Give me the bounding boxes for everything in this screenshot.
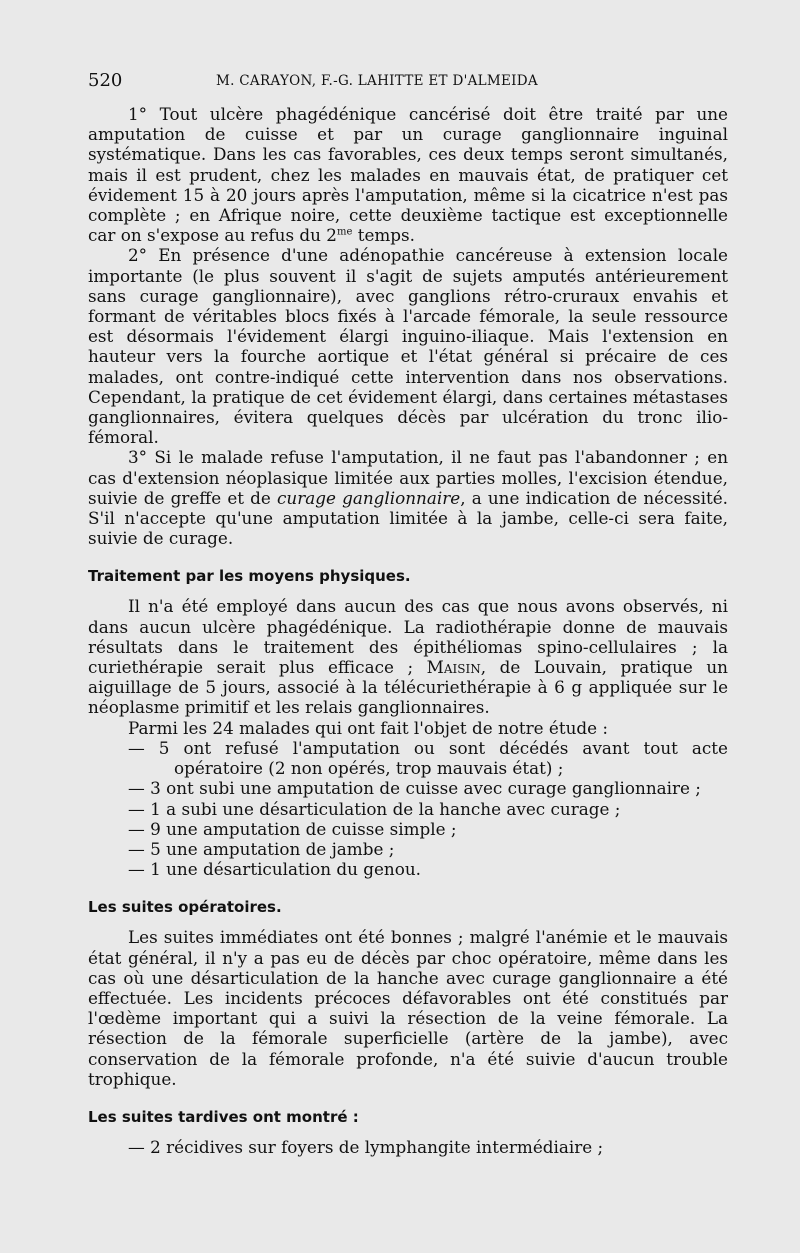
list-item: — 9 une amputation de cuisse simple ;: [128, 818, 457, 839]
section1-paragraph: [88, 596, 728, 717]
page-header: [88, 70, 728, 98]
section-heading-suites-tardives: Les suites tardives ont montré :: [88, 1107, 359, 1126]
superscript: me: [336, 226, 353, 238]
document-body: [88, 104, 728, 1157]
patient-list: [88, 738, 728, 879]
paragraph-1-text: 1° Tout ulcère phagédénique cancérisé doit être traité par une amputation de cuisse et par un curage ganglionnaire inguinal systématique. Dans les cas favorables, ces deux temps seront simultanés, mais il est prudent, chez les malades en mauvais état, de pratiquer cet évidement 15 à 20 jours après l'amputation, même si la cicatrice n'est pas complète ; en Afrique noire, cette deuxième tactique est exceptionnelle car on s'expose au refus du 2: [88, 104, 728, 246]
paragraph-3: [88, 447, 728, 548]
list-item: — 5 ont refusé l'amputation ou sont décédés avant tout acte opératoire (2 non opérés, trop mauvais état) ;: [128, 737, 728, 779]
section1-text-b: , de Louvain, pratique un aiguillage de 5 jours, associé à la télécuriethérapie à 6 g appliquée sur le néoplasme primitif et les relais ganglionnaires.: [88, 657, 728, 718]
paragraph-1-end: temps.: [352, 225, 416, 246]
section-heading-suites-operatoires: Les suites opératoires.: [88, 898, 282, 917]
list-item: — 5 une amputation de jambe ;: [128, 838, 395, 859]
running-head: M. CARAYON, F.-G. LAHITTE ET D'ALMEIDA: [216, 73, 538, 89]
list-intro: Parmi les 24 malades qui ont fait l'objet de notre étude :: [128, 717, 609, 738]
section-heading-traitement: Traitement par les moyens physiques.: [88, 567, 411, 586]
author-name: Maisin: [426, 657, 481, 678]
paragraph-1: [88, 104, 728, 245]
page-number: 520: [88, 70, 123, 91]
list-item: — 1 a subi une désarticulation de la hanche avec curage ;: [128, 798, 621, 819]
list-item: — 1 une désarticulation du genou.: [128, 859, 421, 880]
recidive-item: — 2 récidives sur foyers de lymphangite intermédiaire ;: [128, 1136, 604, 1157]
section2-paragraph: Les suites immédiates ont été bonnes ; malgré l'anémie et le mauvais état général, il n'y a pas eu de décès par choc opératoire, même dans les cas où une désarticulation de la hanche avec curage ganglionnaire a été effectuée. Les incidents précoces défavorables ont été constitués par l'œdème important qui a suivi la résection de la veine fémorale. La résection de la fémorale superficielle (artère de la jambe), avec conservation de la fémorale profonde, n'a été suivie d'aucun trouble trophique.: [88, 927, 728, 1089]
paragraph-3-text-b: , a une indication de nécessité. S'il n'accepte qu'une amputation limitée à la jambe, celle-ci sera faite, suivie de curage.: [88, 487, 729, 549]
section1-text-a: Il n'a été employé dans aucun des cas que nous avons observés, ni dans aucun ulcère phagédénique. La radiothérapie donne de mauvais résultats dans le traitement des épithéliomas spino-cellulaires ; la curiethérapie serait plus efficace ;: [88, 596, 728, 678]
paragraph-3-italic: curage ganglionnaire: [277, 487, 461, 508]
paragraph-2: 2° En présence d'une adénopathie cancéreuse à extension locale importante (le plus souvent il s'agit de sujets amputés antérieurement sans curage ganglionnaire), avec ganglions rétro-cruraux envahis et formant de véritables blocs fixés à l'arcade fémorale, la seule ressource est désormais l'évidement élargi inguino-iliaque. Mais l'extension en hauteur vers la fourche aortique et l'état général si précaire de ces malades, ont contre-indiqué cette intervention dans nos observations. Cependant, la pratique de cet évidement élargi, dans certaines métastases ganglionnaires, évitera quelques décès par ulcération du tronc ilio-fémoral.: [88, 245, 728, 448]
paragraph-3-text-a: 3° Si le malade refuse l'amputation, il ne faut pas l'abandonner ; en cas d'extension néoplasique limitée aux parties molles, l'excision étendue, suivie de greffe et de: [88, 447, 728, 508]
list-item: — 3 ont subi une amputation de cuisse avec curage ganglionnaire ;: [128, 778, 701, 799]
